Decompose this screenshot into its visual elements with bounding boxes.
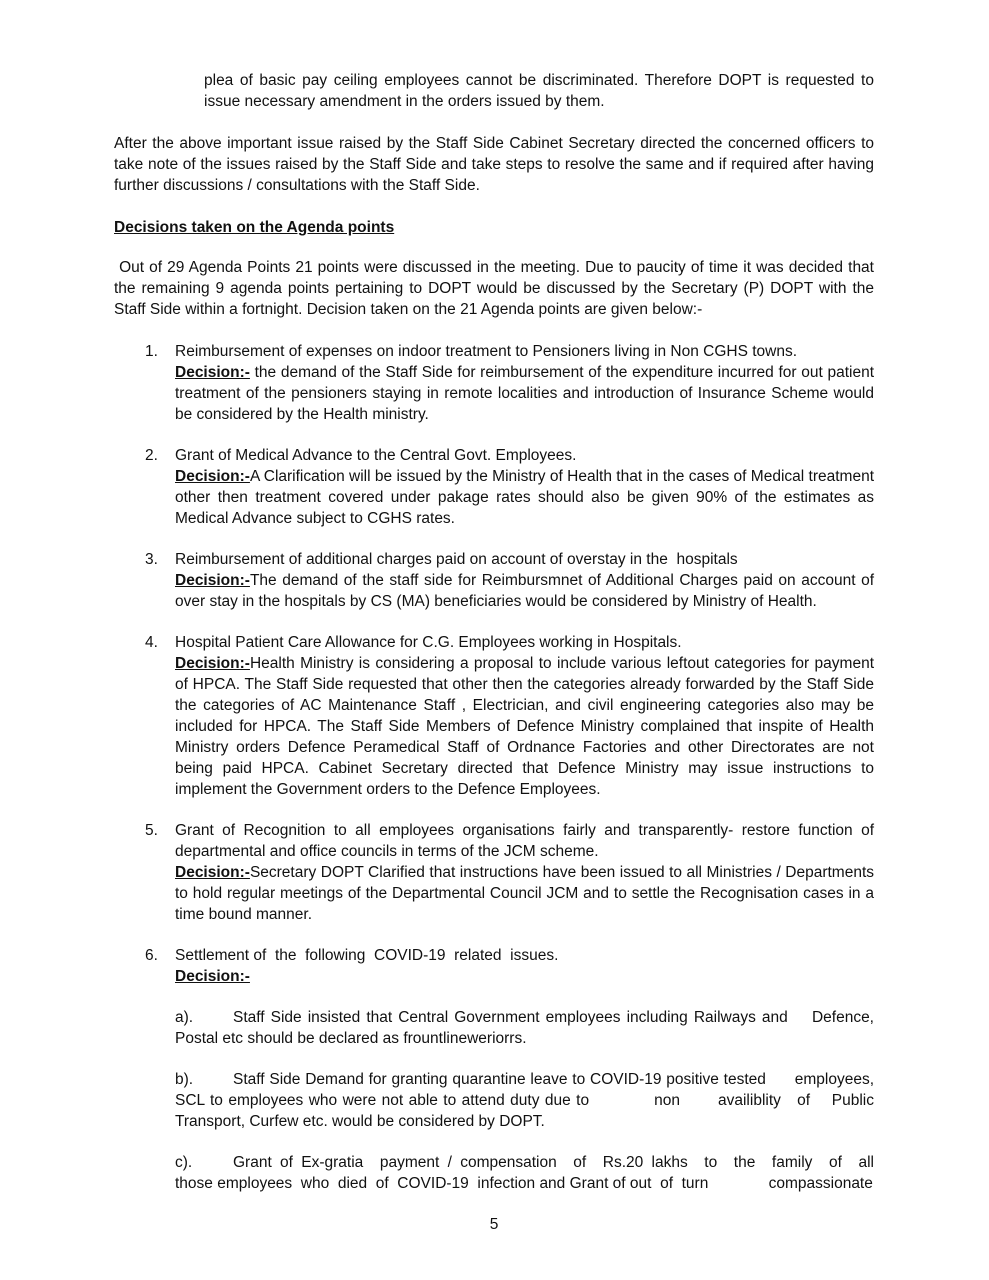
- sub-item-text: Staff Side insisted that Central Government employees including Railways and Defence, Postal etc should be declared as frountlineweriorrs.: [175, 1009, 892, 1047]
- sub-item-c: [175, 1152, 926, 1194]
- decision-label: Decision:-: [175, 364, 250, 381]
- agenda-item-title: Reimbursement of expenses on indoor treatment to Pensioners living in Non CGHS towns.: [175, 343, 798, 360]
- agenda-item-decision: [175, 966, 874, 987]
- agenda-item-body: [175, 820, 879, 925]
- decision-text: the demand of the Staff Side for reimbursement of the expenditure incurred for out patient treatment of the pensioners staying in remote localities and introduction of Insurance Scheme would be considered by the Health ministry.: [175, 364, 879, 423]
- sub-item-b: [175, 1069, 892, 1132]
- agenda-item-title: Settlement of the following COVID-19 related issues.: [175, 947, 559, 964]
- agenda-item-title: Grant of Recognition to all employees organisations fairly and transparently- restore function of departmental and office councils in terms of the JCM scheme.: [175, 822, 879, 860]
- decision-label: Decision:-: [175, 468, 250, 485]
- paragraph-after-issue: After the above important issue raised by the Staff Side Cabinet Secretary directed the concerned officers to take note of the issues raised by the Staff Side and take steps to resolve the same and if required after having further discussions / consultations with the Staff Side.: [114, 135, 879, 194]
- agenda-item-number: 3.: [145, 551, 158, 568]
- agenda-item-4: [145, 632, 879, 800]
- agenda-item-1: [145, 341, 879, 425]
- agenda-item-decision: [175, 862, 879, 925]
- agenda-item-title: Hospital Patient Care Allowance for C.G. Employees working in Hospitals.: [175, 634, 682, 651]
- agenda-item-number: 4.: [145, 634, 158, 651]
- agenda-item-6: [145, 945, 926, 1194]
- agenda-item-3: [145, 549, 879, 612]
- agenda-item-title: Reimbursement of additional charges paid on account of overstay in the hospitals: [175, 551, 738, 568]
- agenda-item-body: [175, 549, 879, 612]
- page-number: 5: [489, 1216, 499, 1233]
- agenda-item-decision: [175, 570, 879, 612]
- agenda-item-number: 1.: [145, 343, 158, 360]
- decision-label: Decision:-: [175, 864, 250, 881]
- agenda-item-number: 5.: [145, 822, 158, 839]
- decision-text: Health Ministry is considering a proposal to include various leftout categories for payment of HPCA. The Staff Side requested that other then the categories already forwarded by the Staff Side the categories of AC Maintenance Staff , Electrician, and civil engineering categories also may be included for HPCA. The Staff Side Members of Defence Ministry complained that inspite of Health Ministry orders Defence Peramedical Staff of Ordnance Factories and other Directorates are not being paid HPCA. Cabinet Secretary directed that Defence Ministry may issue instructions to implement the Government orders to the Defence Employees.: [175, 655, 879, 798]
- sub-item-text: Grant of Ex-gratia payment / compensation of Rs.20 lakhs to the family of all those employees who died of COVID-19 infection and Grant of out of turn compassionate: [175, 1154, 926, 1192]
- agenda-item-number: 6.: [145, 947, 158, 964]
- agenda-item-body: [175, 945, 926, 1194]
- sub-item-letter: b).: [175, 1071, 194, 1088]
- sub-item-letter: a).: [175, 1009, 194, 1026]
- paragraph-summary: Out of 29 Agenda Points 21 points were discussed in the meeting. Due to paucity of time it was decided that the remaining 9 agenda points pertaining to DOPT would be discussed by the Secretary (P) DOPT with the Staff Side within a fortnight. Decision taken on the 21 Agenda points are given below:-: [114, 259, 879, 318]
- sub-item-text: Staff Side Demand for granting quarantine leave to COVID-19 positive tested employees, SCL to employees who were not able to attend duty due to non availiblity of Public Transport, Curfew etc. would be considered by DOPT.: [175, 1071, 892, 1130]
- decision-text: Secretary DOPT Clarified that instructions have been issued to all Ministries / Departments to hold regular meetings of the Departmental Council JCM and to settle the Recognisation cases in a time bound manner.: [175, 864, 879, 923]
- decision-label: Decision:-: [175, 655, 250, 672]
- section-heading: Decisions taken on the Agenda points: [114, 219, 395, 236]
- decision-text: A Clarification will be issued by the Ministry of Health that in the cases of Medical treatment other then treatment covered under pakage rates should also be given 90% of the estimates as Medical Advance subject to CGHS rates.: [175, 468, 879, 527]
- agenda-item-body: [175, 445, 879, 529]
- agenda-item-decision: [175, 653, 879, 800]
- paragraph-carryover: plea of basic pay ceiling employees cannot be discriminated. Therefore DOPT is requested to issue necessary amendment in the orders issued by them.: [204, 72, 879, 110]
- decision-label: Decision:-: [175, 572, 250, 589]
- agenda-item-decision: [175, 466, 879, 529]
- agenda-item-body: [175, 632, 879, 800]
- decision-text: The demand of the staff side for Reimbursmnet of Additional Charges paid on account of over stay in the hospitals by CS (MA) beneficiaries would be considered by Ministry of Health.: [175, 572, 879, 610]
- agenda-item-decision: [175, 362, 879, 425]
- agenda-item-body: [175, 341, 879, 425]
- agenda-item-2: [145, 445, 879, 529]
- sub-item-letter: c).: [175, 1154, 193, 1171]
- agenda-item-title: Grant of Medical Advance to the Central Govt. Employees.: [175, 447, 577, 464]
- decision-label: Decision:-: [175, 968, 250, 985]
- agenda-item-number: 2.: [145, 447, 158, 464]
- sub-item-a: [175, 1007, 892, 1049]
- agenda-item-5: [145, 820, 879, 925]
- agenda-points-list: [145, 341, 926, 1194]
